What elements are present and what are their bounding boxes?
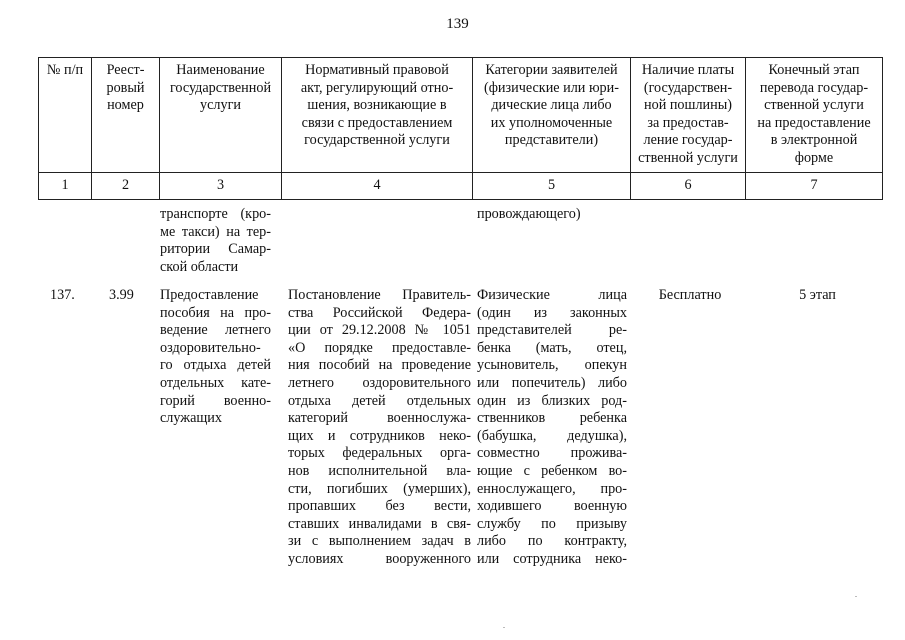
text-line: категорий военнослужа- bbox=[288, 410, 471, 427]
text-line: служащих bbox=[160, 410, 222, 427]
text-line: ющие с ребенком во- bbox=[477, 462, 627, 479]
applicant-categories bbox=[477, 287, 627, 569]
text-line: еннослужащего, про- bbox=[477, 480, 627, 497]
text-line: отдельных кате- bbox=[160, 374, 271, 391]
text-line: ции от 29.12.2008 № 1051 bbox=[288, 322, 471, 339]
text-line: или попечитель) либо bbox=[477, 374, 627, 391]
header-title-line: Нормативный правовой bbox=[305, 62, 449, 78]
header-title-line: номер bbox=[107, 97, 144, 114]
header-title-line: связи с предоставлением bbox=[301, 114, 453, 131]
header-numbers-row bbox=[39, 173, 883, 200]
text-line: или сотрудника неко- bbox=[477, 550, 627, 567]
text-line: ства Российской Федера- bbox=[288, 304, 471, 321]
text-line: зи с выполнением задач в bbox=[288, 533, 471, 550]
header-title-line: услуги bbox=[200, 97, 241, 114]
text-line: ходившего военную bbox=[477, 498, 627, 515]
scan-speck bbox=[503, 627, 505, 628]
text-line: бенка (мать, отец, bbox=[477, 339, 627, 356]
service-name bbox=[160, 287, 271, 428]
header-col-2 bbox=[92, 58, 160, 173]
header-title-line: Категории заявителей bbox=[485, 62, 618, 78]
header-number: 6 bbox=[631, 173, 746, 200]
text-line: (один из законных bbox=[477, 304, 627, 321]
header-title-line: за предостав- bbox=[647, 114, 729, 131]
header-col-1 bbox=[39, 58, 92, 173]
text-line: один из близких род- bbox=[477, 392, 627, 409]
text-line: ме такси) на тер- bbox=[160, 223, 271, 240]
text-line: сти, погибших (умерших), bbox=[288, 480, 471, 497]
text-line: совместно прожива- bbox=[477, 445, 627, 462]
header-title-line: государственной услуги bbox=[304, 132, 450, 149]
header-number: 7 bbox=[746, 173, 883, 200]
text-line: ритории Самар- bbox=[160, 241, 271, 258]
scan-speck bbox=[855, 596, 857, 597]
regulatory-act bbox=[288, 287, 471, 569]
final-stage: 5 этап bbox=[799, 287, 836, 303]
text-line: нов исполнительной вла- bbox=[288, 462, 471, 479]
header-title-line: Реест- bbox=[106, 62, 145, 78]
header-number: 5 bbox=[473, 173, 631, 200]
header-title-line: ление государ- bbox=[643, 132, 733, 149]
text-line: усыновитель, опекун bbox=[477, 357, 627, 374]
header-col-6 bbox=[631, 58, 746, 173]
continued-applicant-categories bbox=[477, 206, 627, 224]
header-col-5 bbox=[473, 58, 631, 173]
text-line: ния пособий на проведение bbox=[288, 357, 471, 374]
header-titles-row bbox=[39, 58, 883, 173]
header-title-line: шения, возникающие в bbox=[307, 97, 447, 114]
header-title-line: ровый bbox=[106, 79, 145, 96]
text-line: торых федеральных орга- bbox=[288, 445, 471, 462]
page-number: 139 bbox=[446, 16, 469, 32]
header-title-line: ственной услуги bbox=[764, 97, 864, 114]
header-number: 3 bbox=[160, 173, 282, 200]
header-title-line: форме bbox=[794, 149, 834, 166]
header-title-line: представители) bbox=[504, 132, 599, 149]
text-line: горий военно- bbox=[160, 392, 271, 409]
text-line: ведение летнего bbox=[160, 322, 271, 339]
text-line: ставших инвалидами в свя- bbox=[288, 515, 471, 532]
header-title-line: ной пошлины) bbox=[644, 97, 732, 114]
header-col-3 bbox=[160, 58, 282, 173]
text-line: пропавших без вести, bbox=[288, 498, 471, 515]
row-number: 137. bbox=[50, 287, 75, 303]
text-line: службу по призыву bbox=[477, 515, 627, 532]
text-line: (бабушка, дедушка), bbox=[477, 427, 627, 444]
header-title-line: № п/п bbox=[46, 62, 84, 78]
header-title-line: государственной bbox=[169, 79, 272, 96]
header-col-7 bbox=[746, 58, 883, 173]
continued-service-name bbox=[160, 206, 271, 276]
text-line: представителей ре- bbox=[477, 322, 627, 339]
header-title-line: Наличие платы bbox=[641, 62, 735, 78]
header-number: 2 bbox=[92, 173, 160, 200]
text-line: летнего оздоровительного bbox=[288, 374, 471, 391]
text-line: Постановление Правитель- bbox=[288, 287, 471, 303]
text-line: транспорте (кро- bbox=[160, 206, 271, 222]
text-line: го отдыха детей bbox=[160, 357, 271, 374]
header-title-line: перевода государ- bbox=[759, 79, 869, 96]
text-line: оздоровительно- bbox=[160, 339, 261, 356]
text-line: Предоставление bbox=[160, 287, 259, 303]
header-title-line: (физические или юри- bbox=[484, 79, 619, 96]
header-title-line: Конечный этап bbox=[768, 62, 860, 78]
header-title-line: (государствен- bbox=[643, 79, 733, 96]
text-line: щих и сотрудников неко- bbox=[288, 427, 471, 444]
header-title-line: их уполномоченные bbox=[490, 114, 613, 131]
text-line: ственников ребенка bbox=[477, 410, 627, 427]
header-title-line: Наименование bbox=[176, 62, 265, 78]
table-header bbox=[38, 57, 883, 200]
header-title-line: дические лица либо bbox=[491, 97, 612, 114]
header-title-line: в электронной bbox=[770, 132, 858, 149]
text-line: условиях вооруженного bbox=[288, 550, 471, 567]
text-line: «О порядке предоставле- bbox=[288, 339, 471, 356]
text-line: ской области bbox=[160, 258, 239, 275]
text-line: пособия на про- bbox=[160, 304, 271, 321]
header-col-4 bbox=[282, 58, 473, 173]
header-title-line: на предоставление bbox=[757, 114, 871, 131]
header-number: 1 bbox=[39, 173, 92, 200]
header-title-line: акт, регулирующий отно- bbox=[300, 79, 454, 96]
fee-value: Бесплатно bbox=[658, 287, 722, 303]
header-title-line: ственной услуги bbox=[638, 149, 738, 166]
header-number: 4 bbox=[282, 173, 473, 200]
text-line: Физические лица bbox=[477, 287, 627, 303]
registry-number: 3.99 bbox=[109, 287, 134, 303]
text-line: провождающего) bbox=[477, 206, 581, 222]
text-line: отдыха детей отдельных bbox=[288, 392, 471, 409]
text-line: либо по контракту, bbox=[477, 533, 627, 550]
